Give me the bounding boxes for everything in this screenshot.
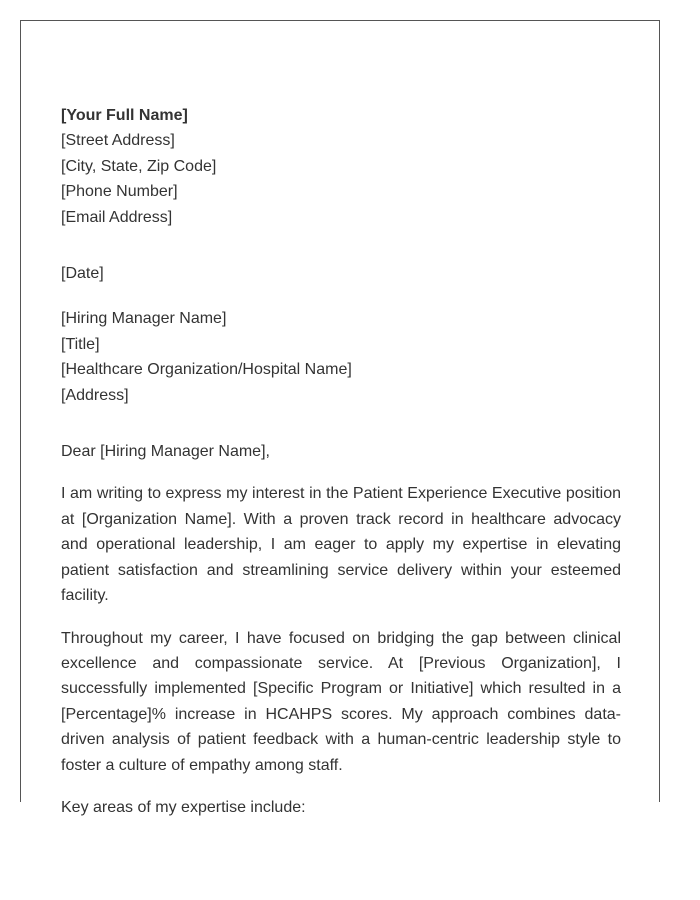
recipient-title: [Title] <box>61 335 100 353</box>
recipient-name: [Hiring Manager Name] <box>61 310 227 328</box>
sender-street: [Street Address] <box>61 132 175 150</box>
sender-email: [Email Address] <box>61 208 173 226</box>
sender-phone: [Phone Number] <box>61 183 178 201</box>
sender-name: [Your Full Name] <box>61 107 188 124</box>
sender-block <box>61 103 621 230</box>
salutation: Dear [Hiring Manager Name], <box>61 443 270 461</box>
recipient-address: [Address] <box>61 386 129 404</box>
paragraph-expertise-intro: Key areas of my expertise include: <box>61 798 306 816</box>
letter-page <box>20 20 660 816</box>
paragraph-experience: Throughout my career, I have focused on bridging the gap between clinical excellence and compassionate service. At [Previous Organization], I successfully implemented [Specific Program or Initiative] which resulted in a [Percentage]% increase in HCAHPS scores. My approach combines data-driven analysis of patient feedback with a human-centric leadership style to foster a culture of empathy among staff. <box>61 629 621 774</box>
paragraph-intro: I am writing to express my interest in the Patient Experience Executive position at [Organization Name]. With a proven track record in healthcare advocacy and operational leadership, I am eager to apply my expertise in elevating patient satisfaction and streamlining service delivery within your esteemed facility. <box>61 485 621 605</box>
letter-body <box>61 103 621 820</box>
recipient-block <box>61 306 621 408</box>
recipient-organization: [Healthcare Organization/Hospital Name] <box>61 361 352 379</box>
sender-city: [City, State, Zip Code] <box>61 157 217 175</box>
letter-date: [Date] <box>61 265 104 283</box>
